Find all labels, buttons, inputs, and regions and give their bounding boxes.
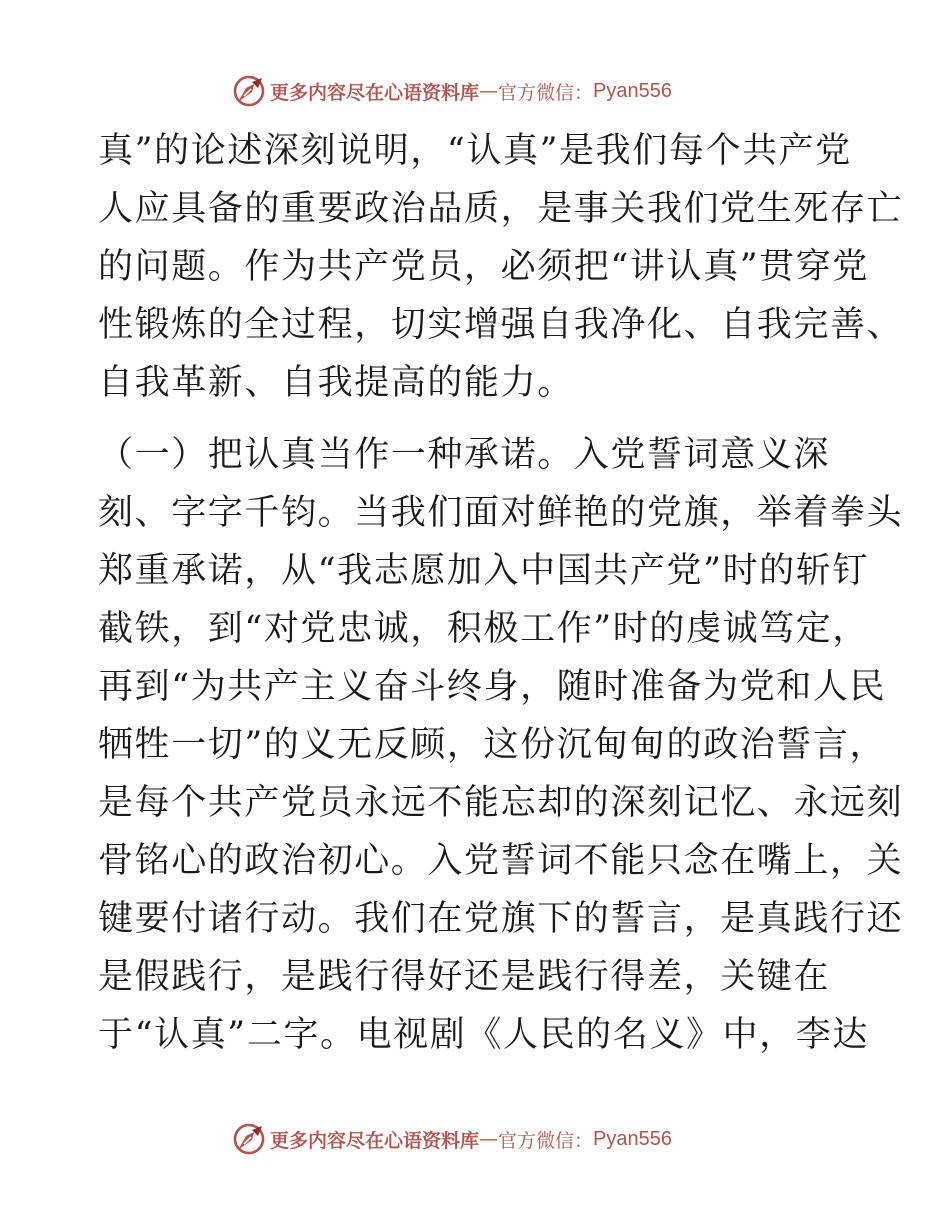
- text-line: 郑重承诺，从“我志愿加入中国共产党”时的斩钉: [98, 551, 869, 591]
- banner-slogan: 更多内容尽在心语资料库: [270, 81, 480, 104]
- text-line: 键要付诸行动。我们在党旗下的誓言，是真践行还: [98, 899, 904, 939]
- banner-separator: —: [479, 1128, 499, 1150]
- text-line: 是假践行，是践行得好还是践行得差，关键在: [98, 957, 831, 997]
- text-line: （一）把认真当作一种承诺。入党誓词意义深: [98, 435, 831, 475]
- header-banner: [232, 73, 712, 109]
- banner-official-label: 官方微信：: [498, 81, 594, 104]
- text-line: 牺牲一切”的义无反顾，这份沉甸甸的政治誓言，: [98, 725, 887, 765]
- pen-nib-circle-icon: [232, 74, 266, 108]
- paragraph-2: [98, 426, 904, 1064]
- text-line: 的问题。作为共产党员，必须把“讲认真”贯穿党: [98, 247, 869, 287]
- pen-nib-circle-icon: [232, 1122, 266, 1156]
- text-line: 再到“为共产主义奋斗终身，随时准备为党和人民: [98, 667, 887, 707]
- text-line: 性锻炼的全过程，切实增强自我净化、自我完善、: [98, 305, 904, 345]
- text-line: 是每个共产党员永远不能忘却的深刻记忆、永远刻: [98, 783, 904, 823]
- banner-separator: —: [479, 80, 499, 102]
- footer-banner: [232, 1121, 712, 1157]
- text-line: 刻、字字千钧。当我们面对鲜艳的党旗，举着拳头: [98, 493, 904, 533]
- text-line: 人应具备的重要政治品质，是事关我们党生死存亡: [98, 189, 904, 229]
- text-line: 自我革新、自我提高的能力。: [98, 363, 574, 403]
- text-line: 真”的论述深刻说明，“认真”是我们每个共产党: [98, 131, 852, 171]
- paragraph-1: [98, 122, 904, 412]
- banner-slogan: 更多内容尽在心语资料库: [270, 1129, 480, 1152]
- text-line: 骨铭心的政治初心。入党誓词不能只念在嘴上，关: [98, 841, 904, 881]
- text-line: 截铁，到“对党忠诚，积极工作”时的虔诚笃定，: [98, 609, 869, 649]
- document-body: [98, 122, 904, 1064]
- text-line: 于“认真”二字。电视剧《人民的名义》中，李达: [98, 1015, 869, 1055]
- banner-wechat-id: Pyan556: [593, 79, 672, 102]
- banner-official-label: 官方微信：: [498, 1129, 594, 1152]
- banner-wechat-id: Pyan556: [593, 1127, 672, 1150]
